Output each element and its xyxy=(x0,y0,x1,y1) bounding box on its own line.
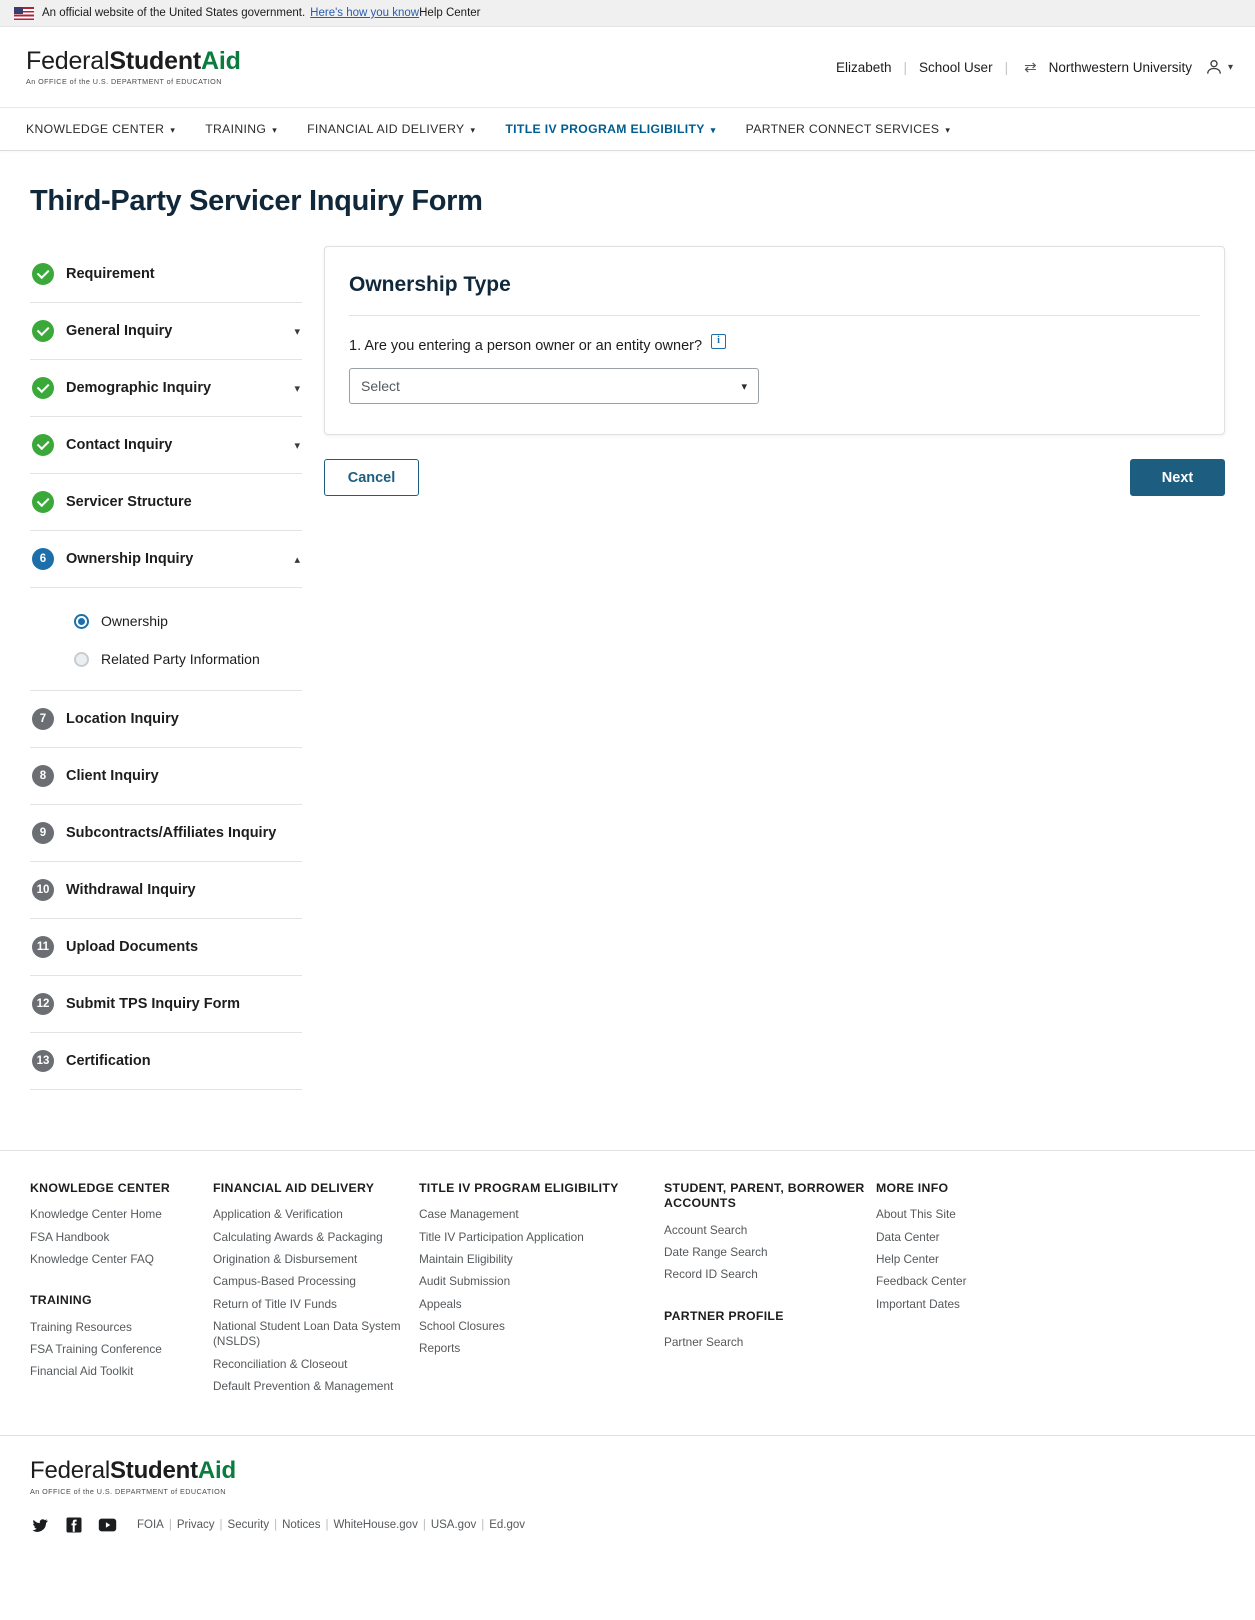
user-role: School User xyxy=(919,59,993,75)
step-number-badge: 8 xyxy=(32,765,54,787)
info-tooltip-icon[interactable]: i xyxy=(711,334,726,349)
how-you-know-link[interactable]: Here's how you know xyxy=(310,7,420,19)
step-label: Submit TPS Inquiry Form xyxy=(66,996,241,1012)
logo-federal: Federal xyxy=(26,46,110,75)
step-status-complete-icon xyxy=(32,434,54,456)
radio-selected-icon[interactable] xyxy=(74,614,89,629)
question-row xyxy=(349,334,1200,354)
step-number-badge: 7 xyxy=(32,708,54,730)
footer-link[interactable]: Case Management xyxy=(419,1207,519,1222)
nav-item-knowledge-center[interactable] xyxy=(26,122,175,136)
step-requirement[interactable] xyxy=(30,246,302,303)
footer-link[interactable]: Reconciliation & Closeout xyxy=(213,1356,348,1371)
gov-banner xyxy=(0,0,1255,27)
page-title: Third-Party Servicer Inquiry Form xyxy=(30,185,483,217)
chevron-down-icon[interactable]: ▾ xyxy=(294,382,300,395)
footer-heading: FINANCIAL AID DELIVERY xyxy=(213,1181,375,1195)
social-and-legal-row xyxy=(30,1516,1225,1535)
legal-link-security[interactable]: Security xyxy=(227,1519,270,1531)
help-center-link[interactable]: Help Center xyxy=(419,7,481,19)
owner-type-select[interactable] xyxy=(349,368,759,404)
footer-link[interactable]: Return of Title IV Funds xyxy=(213,1296,337,1311)
step-status-complete-icon xyxy=(32,320,54,342)
footer-link[interactable]: Maintain Eligibility xyxy=(419,1252,513,1267)
footer-heading: KNOWLEDGE CENTER xyxy=(30,1181,171,1195)
step-label: Upload Documents xyxy=(66,939,199,955)
footer-link[interactable]: Calculating Awards & Packaging xyxy=(213,1229,383,1244)
user-name[interactable]: Elizabeth xyxy=(835,59,892,75)
footer-links xyxy=(0,1150,1255,1435)
step-client-inquiry[interactable] xyxy=(30,748,302,805)
footer-link[interactable]: National Student Loan Data System (NSLDS) xyxy=(213,1319,401,1349)
footer-link[interactable]: Title IV Participation Application xyxy=(419,1229,584,1244)
footer-link[interactable]: Campus-Based Processing xyxy=(213,1274,356,1289)
step-number-badge: 11 xyxy=(32,936,54,958)
nav-label: PARTNER CONNECT SERVICES xyxy=(745,122,940,136)
step-label: Subcontracts/Affiliates Inquiry xyxy=(66,825,277,841)
step-number-badge: 13 xyxy=(32,1050,54,1072)
step-label: Withdrawal Inquiry xyxy=(66,882,196,898)
form-panel-area xyxy=(324,246,1225,496)
gov-banner-text: An official website of the United States government. xyxy=(42,7,306,19)
chevron-down-icon: ▾ xyxy=(470,124,476,135)
step-submit-tps-inquiry-form[interactable] xyxy=(30,976,302,1033)
card-heading: Ownership Type xyxy=(349,273,511,296)
legal-link-privacy[interactable]: Privacy xyxy=(176,1519,215,1531)
step-status-complete-icon xyxy=(32,263,54,285)
fsa-logo[interactable] xyxy=(26,48,241,86)
nav-label: FINANCIAL AID DELIVERY xyxy=(307,122,465,136)
user-organization[interactable]: Northwestern University xyxy=(1048,59,1192,75)
step-number-badge: 9 xyxy=(32,822,54,844)
masthead xyxy=(0,27,1255,108)
step-label: Client Inquiry xyxy=(66,768,159,784)
footer-link[interactable]: Financial Aid Toolkit xyxy=(30,1364,134,1379)
footer-link[interactable]: Data Center xyxy=(876,1229,940,1244)
chevron-down-icon: ▾ xyxy=(945,124,951,135)
step-label: Location Inquiry xyxy=(66,711,179,727)
nav-label: TRAINING xyxy=(205,122,267,136)
chevron-down-icon[interactable]: ▾ xyxy=(1227,61,1233,73)
user-avatar-icon[interactable] xyxy=(1204,57,1233,77)
footer-link[interactable]: Account Search xyxy=(664,1222,748,1237)
nav-label: KNOWLEDGE CENTER xyxy=(26,122,165,136)
step-label: Ownership Inquiry xyxy=(66,551,194,567)
step-label: Demographic Inquiry xyxy=(66,380,212,396)
nav-item-financial-aid-delivery[interactable] xyxy=(307,122,475,136)
us-flag-icon xyxy=(14,7,34,20)
footer-link[interactable]: About This Site xyxy=(876,1207,956,1222)
footer-link[interactable]: Training Resources xyxy=(30,1319,132,1334)
cancel-button[interactable]: Cancel xyxy=(324,459,419,496)
footer-column-financial-aid-delivery xyxy=(213,1181,419,1401)
legal-link-notices[interactable]: Notices xyxy=(282,1519,321,1531)
step-navigation xyxy=(30,246,302,1090)
youtube-icon[interactable] xyxy=(98,1516,117,1535)
footer-link[interactable]: Knowledge Center FAQ xyxy=(30,1252,154,1267)
legal-link-foia[interactable]: FOIA xyxy=(137,1519,164,1531)
logo-aid: Aid xyxy=(201,46,241,75)
footer-fsa-logo[interactable] xyxy=(30,1458,1225,1495)
chevron-down-icon: ▾ xyxy=(741,380,747,393)
step-upload-documents[interactable] xyxy=(30,919,302,976)
chevron-down-icon: ▾ xyxy=(170,124,176,135)
footer-link[interactable]: Knowledge Center Home xyxy=(30,1207,162,1222)
step-servicer-structure[interactable] xyxy=(30,474,302,531)
ownership-type-card xyxy=(324,246,1225,435)
substep-list xyxy=(30,588,302,691)
footer-heading: PARTNER PROFILE xyxy=(664,1308,784,1323)
legal-link-usagov[interactable]: USA.gov xyxy=(430,1519,477,1531)
footer-heading: TRAINING xyxy=(30,1293,92,1308)
logo-student: Student xyxy=(109,1457,198,1485)
footer-link[interactable]: Reports xyxy=(419,1341,461,1356)
step-status-complete-icon xyxy=(32,491,54,513)
chevron-down-icon: ▾ xyxy=(272,124,278,135)
footer-column-knowledge-center xyxy=(30,1181,213,1401)
legal-links: FOIA | Privacy | Security | Notices | WhiteHouse.gov | USA.gov | Ed.gov xyxy=(137,1519,526,1531)
step-location-inquiry[interactable] xyxy=(30,691,302,748)
main-navigation xyxy=(0,108,1255,151)
twitter-icon[interactable] xyxy=(30,1516,49,1535)
step-subcontracts-affiliates-inquiry[interactable] xyxy=(30,805,302,862)
step-status-complete-icon xyxy=(32,377,54,399)
facebook-icon[interactable] xyxy=(64,1516,83,1535)
chevron-down-icon: ▾ xyxy=(710,124,716,135)
step-certification[interactable] xyxy=(30,1033,302,1090)
step-number-badge: 6 xyxy=(32,548,54,570)
nav-item-title-iv-program-eligibility[interactable] xyxy=(505,122,715,136)
logo-tagline: An OFFICE of the U.S. DEPARTMENT of EDUCATION xyxy=(26,77,222,87)
logo-tagline: An OFFICE of the U.S. DEPARTMENT of EDUCATION xyxy=(30,1486,226,1496)
user-area xyxy=(836,57,1233,77)
divider xyxy=(349,315,1200,316)
next-button[interactable]: Next xyxy=(1130,459,1225,496)
legal-link-edgov[interactable]: Ed.gov xyxy=(489,1519,526,1531)
nav-label: TITLE IV PROGRAM ELIGIBILITY xyxy=(505,122,705,136)
form-actions xyxy=(324,459,1225,496)
footer-link[interactable]: Record ID Search xyxy=(664,1267,758,1282)
chevron-up-icon[interactable]: ▴ xyxy=(294,553,300,566)
step-label: Servicer Structure xyxy=(66,494,192,510)
nav-item-partner-connect-services[interactable] xyxy=(746,122,951,136)
footer-heading: MORE INFO xyxy=(876,1181,949,1195)
footer-heading: TITLE IV PROGRAM ELIGIBILITY xyxy=(419,1181,619,1195)
step-contact-inquiry[interactable] xyxy=(30,417,302,474)
footer-link[interactable]: Audit Submission xyxy=(419,1274,511,1289)
step-demographic-inquiry[interactable] xyxy=(30,360,302,417)
footer-column-title-iv-program-eligibility xyxy=(419,1181,664,1401)
chevron-down-icon[interactable]: ▾ xyxy=(294,439,300,452)
substep-related-party-information[interactable] xyxy=(30,640,302,678)
step-label: Requirement xyxy=(66,266,155,282)
footer-link[interactable]: School Closures xyxy=(419,1319,505,1333)
footer-column-accounts xyxy=(664,1181,876,1401)
footer-link[interactable]: Appeals xyxy=(419,1296,462,1311)
legal-link-whitehouse[interactable]: WhiteHouse.gov xyxy=(333,1519,418,1531)
step-withdrawal-inquiry[interactable] xyxy=(30,862,302,919)
footer-heading: STUDENT, PARENT, BORROWER ACCOUNTS xyxy=(664,1181,865,1211)
footer-link[interactable]: FSA Handbook xyxy=(30,1229,110,1244)
footer-link[interactable]: Date Range Search xyxy=(664,1245,768,1260)
footer-link[interactable]: Application & Verification xyxy=(213,1207,343,1222)
footer-bottom xyxy=(0,1435,1255,1560)
chevron-down-icon[interactable]: ▾ xyxy=(294,325,300,338)
main-content xyxy=(0,218,1255,1150)
footer-link[interactable]: Default Prevention & Management xyxy=(213,1378,394,1393)
footer-link[interactable]: Feedback Center xyxy=(876,1274,967,1289)
logo-federal: Federal xyxy=(30,1457,110,1485)
radio-unselected-icon[interactable] xyxy=(74,652,89,667)
substep-label: Ownership xyxy=(101,613,168,629)
divider: | xyxy=(1004,59,1009,75)
divider: | xyxy=(903,59,908,75)
step-general-inquiry[interactable] xyxy=(30,303,302,360)
step-label: General Inquiry xyxy=(66,323,173,339)
swap-arrows-icon[interactable]: ⇄ xyxy=(1024,59,1037,76)
logo-student: Student xyxy=(109,46,202,75)
substep-label: Related Party Information xyxy=(101,651,260,667)
owner-type-select-value: Select xyxy=(361,378,400,394)
footer-link[interactable]: Important Dates xyxy=(876,1296,960,1311)
footer-link[interactable]: FSA Training Conference xyxy=(30,1342,162,1357)
footer-column-more-info xyxy=(876,1181,1056,1401)
substep-ownership[interactable] xyxy=(30,602,302,640)
step-ownership-inquiry[interactable] xyxy=(30,531,302,588)
footer-link[interactable]: Origination & Disbursement xyxy=(213,1252,358,1267)
nav-item-training[interactable] xyxy=(205,122,277,136)
step-label: Contact Inquiry xyxy=(66,437,173,453)
question-label: 1. Are you entering a person owner or an entity owner? xyxy=(349,338,703,354)
step-label: Certification xyxy=(66,1053,151,1069)
logo-aid: Aid xyxy=(197,1457,236,1485)
footer-link[interactable]: Partner Search xyxy=(664,1335,744,1350)
footer-link[interactable]: Help Center xyxy=(876,1252,939,1267)
step-number-badge: 10 xyxy=(32,879,54,901)
step-number-badge: 12 xyxy=(32,993,54,1015)
